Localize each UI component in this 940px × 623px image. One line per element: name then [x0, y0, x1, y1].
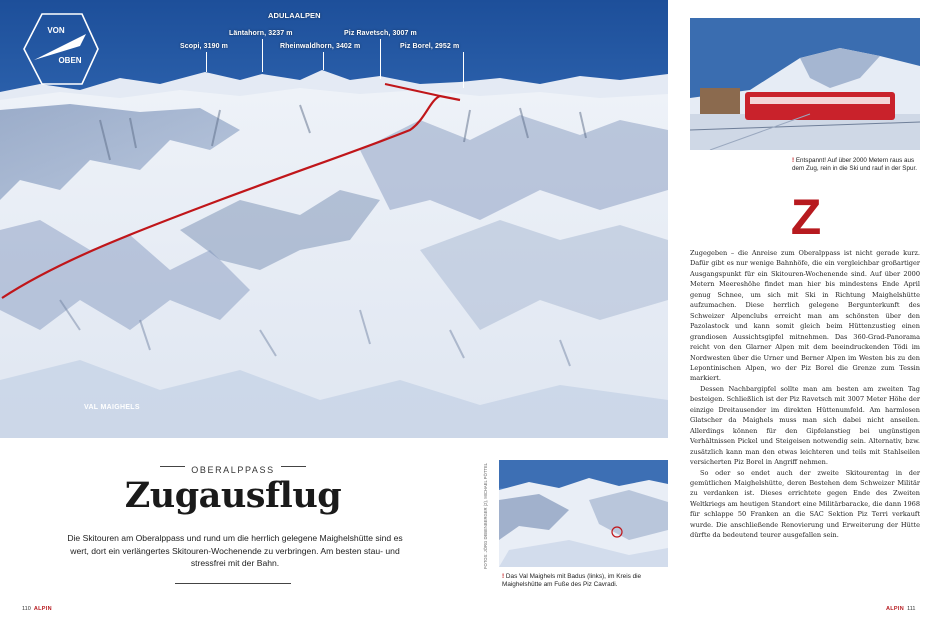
peak-leader-line	[206, 52, 207, 72]
page-number-left: 110	[22, 606, 31, 612]
valley-label: VAL MAIGHELS	[84, 404, 140, 411]
red-train	[745, 92, 895, 120]
caption-marker: !	[792, 157, 795, 164]
peak-leader-line	[463, 52, 464, 88]
body-paragraph: Dessen Nachbargipfel sollte man am besten am zweiten Tag besteigen. Schließlich ist der Piz Ravetsch mit 3007 Meter Höhe der einzige Dreitausender im direkten Hüttenumfeld. Am harmlosen Glatscher da Maighels muss man sich dabei nicht anseilen. Allerdings können für den Gipfelanstieg bei ungünstigen Verhältnissen Pickel und Steigeisen notwendig sein. Alternativ, bzw. zusätzlich kann man den etwas leichteren und teils mit Stahlseilen versicherten Piz Borel in Angriff nehmen.	[690, 384, 920, 467]
small-caption-text: Das Val Maighels mit Badus (links), im Kreis die Maighelshütte am Fuße des Piz Cavradi.	[502, 573, 642, 589]
body-paragraph: Zugegeben – die Anreise zum Oberalppass ist nicht gerade kurz. Dafür gibt es nur wenige Bahnhöfe, die ein vergleichbar großartiger Ausgangspunkt für ein Skitouren-Wochenende sind. Auf über 2000 Metern Meereshöhe findet man hier bis mindestens Ende April genug Schnee, um sich mit Ski in Richtung Maighelshütte aufzumachen. Diese herrlich gelegene Bergunterkunft des Schweizer Alpenclubs erreicht man am schönsten über den Pazolastock und kann somit gleich beim Hüttenzustieg einen grandiosen Aussichtsgipfel mitnehmen. Das 360-Grad-Panorama reicht von den Glarner Alpen mit dem beeindruckenden Tödi im Nordwesten über die Urner und Berner Alpen im Westen bis zu den Lepontinischen Alpen, wo der Piz Borel die Grenze zum Tessin markiert.	[690, 249, 920, 383]
folio-left	[22, 606, 52, 612]
peak-label-laentahorn: Läntahorn, 3237 m	[229, 30, 293, 37]
train-photo-caption	[792, 157, 922, 174]
drop-cap: Z	[790, 189, 822, 245]
train-photo	[690, 18, 920, 150]
folio-right	[886, 606, 915, 612]
article-body	[690, 248, 920, 541]
page-number-right: 111	[907, 606, 916, 612]
peak-label-scopi: Scopi, 3190 m	[180, 43, 228, 50]
peak-leader-line	[380, 39, 381, 79]
badge-top-text: VON	[47, 26, 65, 35]
train-caption-text: Entspannt! Auf über 2000 Metern raus aus dem Zug, rein in die Ski und rauf in der Spur.	[792, 157, 917, 173]
peak-label-piz-borel: Piz Borel, 2952 m	[400, 43, 460, 50]
peak-leader-line	[262, 39, 263, 72]
small-photo-caption	[502, 573, 672, 589]
magazine-name-right: ALPIN	[886, 606, 904, 612]
body-paragraph: So oder so endet auch der zweite Skitourentag in der gemütlichen Maighelshütte, deren Bestehen dem Schweizer Militär zu verdanken ist. Dieses errichtete gegen Ende des Zweiten Weltkriegs am heutigen Standort eine Militärbaracke, die dann 1968 für schlappe 50 Franken an die SAC Sektion Piz Terri verkauft wurde. Die anschließende Renovierung und Erweiterung der Hütte dürfte da bedeutend teurer ausgefallen sein.	[690, 468, 920, 540]
val-maighels-photo	[499, 460, 668, 567]
hero-aerial-photo	[0, 0, 668, 438]
lead-rule	[175, 583, 291, 584]
photo-credit: FOTOS: JÖRG DEBENBERGER (2), MICHAEL PÖTTEL	[483, 462, 488, 569]
badge-bottom-text: OBEN	[58, 56, 82, 65]
peak-label-piz-ravetsch: Piz Ravetsch, 3007 m	[344, 30, 417, 37]
magazine-name-left: ALPIN	[33, 606, 52, 612]
val-maighels-image	[499, 460, 668, 567]
von-oben-badge	[20, 12, 100, 86]
caption-marker: !	[502, 573, 505, 580]
kicker: OBERALPPASS	[185, 465, 280, 475]
train-image	[690, 18, 920, 150]
article-title: Zugausflug	[124, 475, 342, 516]
peak-label-rheinwaldhorn: Rheinwaldhorn, 3402 m	[280, 43, 361, 50]
article-lead: Die Skitouren am Oberalppass und rund um die herrlich gelegene Maighelshütte sind es wert, dort ein verlängertes Skitouren-Wochenende zu verbringen. Am besten stau- und stressfrei mit der Bahn.	[67, 533, 403, 568]
range-label: ADULAALPEN	[268, 11, 321, 20]
peak-leader-line	[323, 52, 324, 70]
mountain-panorama	[0, 0, 668, 438]
